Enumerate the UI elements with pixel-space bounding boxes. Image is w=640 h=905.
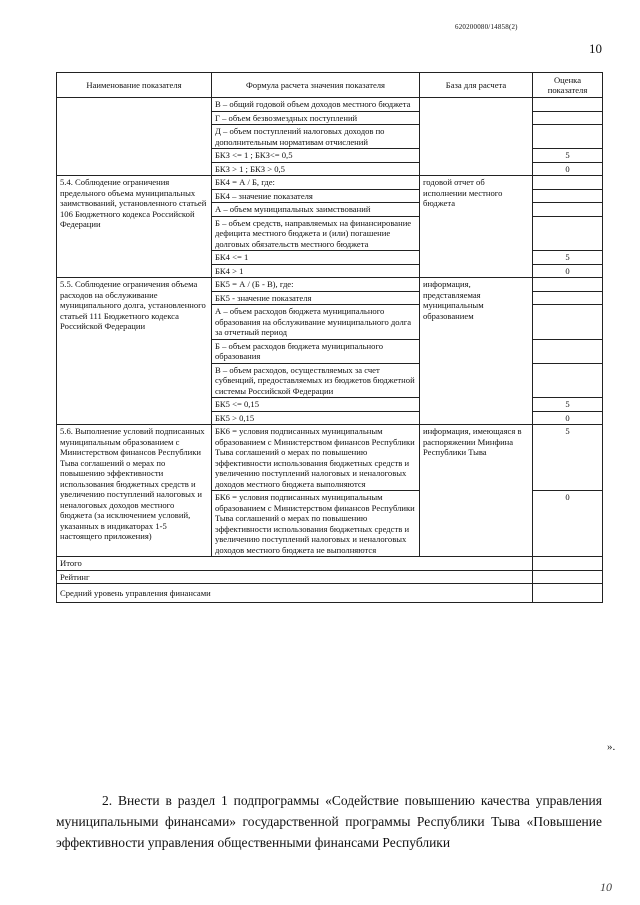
average-label: Средний уровень управления финансами xyxy=(57,584,533,603)
score-cell: 5 xyxy=(533,425,603,491)
formula-cell: БК5 = А / (Б - В), где: xyxy=(212,278,420,292)
score-cell xyxy=(533,189,603,203)
row-name: 5.5. Соблюдение ограничения объема расходов на обслуживание муниципального долга, установленного статьей 111 Бюджетного кодекса Российской Федерации xyxy=(57,278,212,425)
average-row xyxy=(57,584,603,603)
rating-row xyxy=(57,570,603,584)
formula-cell: Б – объем средств, направляемых на финансирование дефицита местного бюджета и (или) погашение долговых обязательств местного бюджета xyxy=(212,216,420,251)
header-base: База для расчета xyxy=(420,73,533,98)
formula-cell: Г – объем безвозмездных поступлений xyxy=(212,111,420,125)
score-cell: 0 xyxy=(533,264,603,278)
formula-cell: БК6 = условия подписанных муниципальным образованием с Министерством финансов Республики Тыва соглашений о мерах по повышению эффективности использования бюджетных средств и увеличению поступлений налоговых и неналоговых доходов местного бюджета выполняются xyxy=(212,425,420,491)
formula-cell: А – объем расходов бюджета муниципального образования на обслуживание муниципального долга за отчетный период xyxy=(212,305,420,340)
table-header-row xyxy=(57,73,603,98)
base-cell: информация, имеющаяся в распоряжении Минфина Республики Тыва xyxy=(420,425,533,557)
score-cell xyxy=(533,570,603,584)
row-name: 5.6. Выполнение условий подписанных муниципальным образованием с Министерством финансов Республики Тыва соглашений о мерах по повышению эффективности использования бюджетных средств и увеличению поступлений налоговых и неналоговых доходов местного бюджета (за исключением условий, указанных в индикаторах 1-5 настоящего приложения) xyxy=(57,425,212,557)
total-label: Итого xyxy=(57,557,533,571)
formula-cell: БКЗ <= 1 ; БКЗ<= 0,5 xyxy=(212,149,420,163)
table-row xyxy=(57,176,603,190)
score-cell: 5 xyxy=(533,251,603,265)
score-cell xyxy=(533,278,603,292)
base-cell: информация, представляемая муниципальным образованием xyxy=(420,278,533,425)
formula-cell: Д – объем поступлений налоговых доходов по дополнительным нормативам отчислений xyxy=(212,125,420,149)
formula-cell: БКЗ > 1 ; БКЗ > 0,5 xyxy=(212,162,420,176)
handwritten-page-mark: 10 xyxy=(600,880,612,894)
table-row xyxy=(57,98,603,112)
document-id: 620200080/14858(2) xyxy=(455,23,518,31)
table-row xyxy=(57,425,603,491)
formula-cell: БК5 > 0,15 xyxy=(212,411,420,425)
formula-cell: БК5 <= 0,15 xyxy=(212,398,420,412)
score-cell xyxy=(533,98,603,112)
amendment-paragraph: 2. Внести в раздел 1 подпрограммы «Содействие повышению качества управления муниципальными финансами» государственной программы Республики Тыва «Повышение эффективности управления общественными финансами Республики xyxy=(56,793,602,850)
score-cell: 5 xyxy=(533,398,603,412)
score-cell xyxy=(533,584,603,603)
row-name xyxy=(57,98,212,176)
header-formula: Формула расчета значения показателя xyxy=(212,73,420,98)
score-cell: 5 xyxy=(533,149,603,163)
indicator-table xyxy=(56,72,603,603)
score-cell xyxy=(533,305,603,340)
total-row xyxy=(57,557,603,571)
formula-cell: Б – объем расходов бюджета муниципального образования xyxy=(212,339,420,363)
score-cell xyxy=(533,557,603,571)
table-row xyxy=(57,278,603,292)
rating-label: Рейтинг xyxy=(57,570,533,584)
score-cell: 0 xyxy=(533,162,603,176)
score-cell xyxy=(533,203,603,217)
score-cell xyxy=(533,176,603,190)
score-cell xyxy=(533,111,603,125)
formula-cell: В – объем расходов, осуществляемых за счет субвенций, предоставляемых из бюджетов бюджетной системы Российской Федерации xyxy=(212,363,420,398)
score-cell: 0 xyxy=(533,491,603,557)
formula-cell: БК5 - значение показателя xyxy=(212,291,420,305)
base-cell: годовой отчет об исполнении местного бюджета xyxy=(420,176,533,278)
score-cell xyxy=(533,339,603,363)
header-name: Наименование показателя xyxy=(57,73,212,98)
score-cell xyxy=(533,216,603,251)
header-score: Оценка показателя xyxy=(533,73,603,98)
formula-cell: В – общий годовой объем доходов местного бюджета xyxy=(212,98,420,112)
page-number: 10 xyxy=(589,41,602,56)
formula-cell: БК6 = условия подписанных муниципальным образованием с Министерством финансов Республики Тыва соглашений о мерах по повышению эффективности использования бюджетных средств и увеличению поступлений налоговых и неналоговых доходов местного бюджета не выполняются xyxy=(212,491,420,557)
score-cell xyxy=(533,125,603,149)
closing-quote: ». xyxy=(607,741,616,753)
score-cell xyxy=(533,291,603,305)
base-cell xyxy=(420,98,533,176)
formula-cell: А – объем муниципальных заимствований xyxy=(212,203,420,217)
formula-cell: БК4 > 1 xyxy=(212,264,420,278)
score-cell: 0 xyxy=(533,411,603,425)
row-name: 5.4. Соблюдение ограничения предельного объема муниципальных заимствований, установленного статьей 106 Бюджетного кодекса Российской Федерации xyxy=(57,176,212,278)
formula-cell: БК4 – значение показателя xyxy=(212,189,420,203)
score-cell xyxy=(533,363,603,398)
formula-cell: БК4 = А / Б, где: xyxy=(212,176,420,190)
formula-cell: БК4 <= 1 xyxy=(212,251,420,265)
